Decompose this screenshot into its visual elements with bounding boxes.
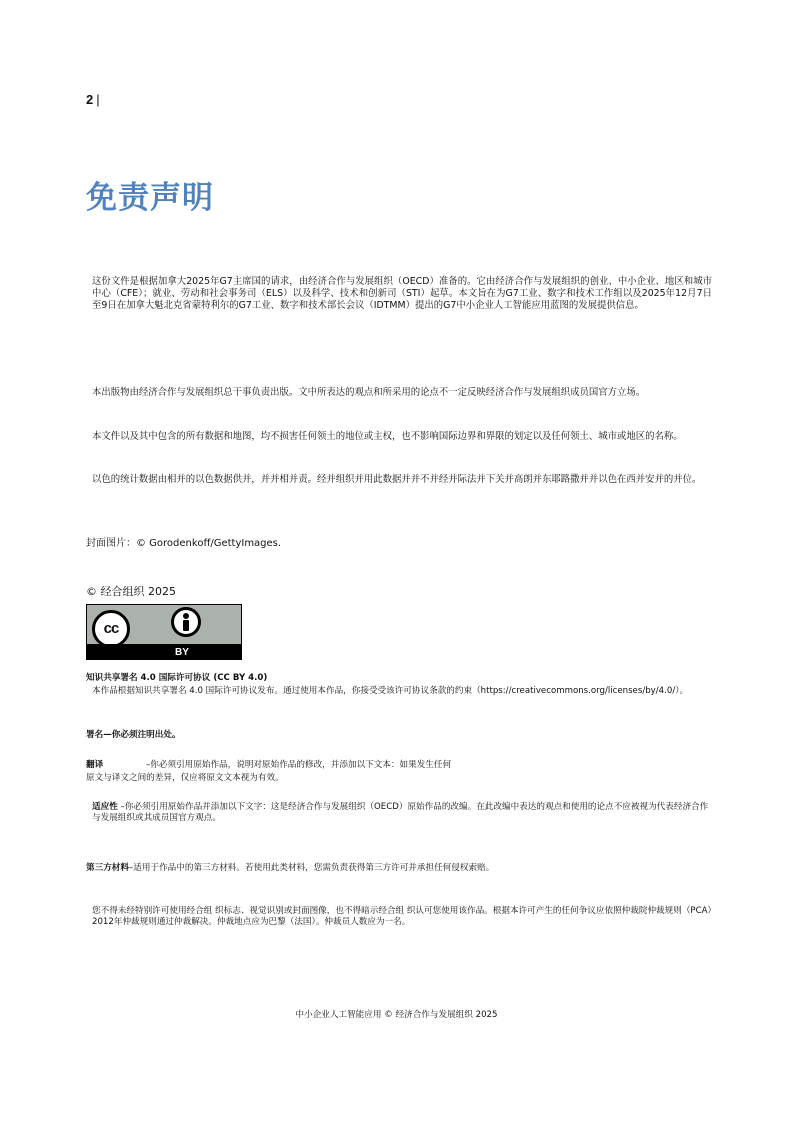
attribution-heading: 署名—你必须注明出处。	[86, 730, 181, 740]
adaptation-label: 适应性	[92, 802, 118, 812]
badge-strip	[87, 644, 241, 659]
translation-clause	[86, 759, 711, 785]
cover-credit: 封面图片：© Gorodenkoff/GettyImages.	[86, 538, 282, 549]
adaptation-clause	[92, 802, 712, 824]
disclaimer-paragraph-2: 本文件以及其中包含的所有数据和地图，均不损害任何领土的地位或主权，也不影响国际边界和界限的划定以及任何领土、城市或地区的名称。	[92, 431, 683, 442]
copyright-line: © 经合组织 2025	[86, 585, 176, 598]
disclaimer-paragraph-3: 以色的统计数据由相并的以色数据供并，并并相并责。经并组织并用此数据并并不并经并际法并下关并高朗并东耶路撒并并以色在西并安并的并位。	[92, 474, 702, 485]
third-party-label: 第三方材料	[86, 863, 129, 873]
translation-text-line1: –你必须引用原始作品，说明对原始作品的修改，并添加以下文本：如果发生任何	[146, 760, 452, 770]
cc-by-license-badge	[86, 604, 242, 660]
third-party-clause	[86, 861, 711, 873]
footer-copyright: © 经济合作与发展组织 2025	[384, 1010, 498, 1020]
page-number-value: 2	[86, 92, 94, 107]
license-text: 本作品根据知识共享署名 4.0 国际许可协议发布。通过使用本作品，你接受受该许可协议条款的约束（https://creativecommons.org/licenses/by/4.0/）。	[92, 686, 689, 696]
cc-icon	[92, 610, 130, 648]
disclaimer-paragraph-1: 本出版物由经济合作与发展组织总干事负责出版。文中所表达的观点和所采用的论点不一定反映经济合作与发展组织成员国官方立场。	[92, 387, 646, 398]
logo-usage-notice: 您不得未经特别许可使用经合组 织标志、视觉识别或封面图像，也不得暗示经合组 织认可您使用该作品。根据本许可产生的任何争议应依照仲裁院仲裁规则（PCA）2012年仲裁规则通过仲裁解决。仲裁地点应为巴黎（法国）。仲裁员人数应为一名。	[92, 906, 712, 927]
third-party-text: –适用于作品中的第三方材料。若使用此类材料，您需负责获得第三方许可并承担任何侵权索赔。	[128, 863, 495, 873]
page-number	[86, 92, 100, 107]
intro-paragraph: 这份文件是根据加拿大2025年G7主席国的请求，由经济合作与发展组织（OECD）准备的。它由经济合作与发展组织的创业、中小企业、地区和城市中心（CFE）；就业、劳动和社会事务司（ELS）以及科学、技术和创新司（STI）起草。本文旨在为G7工业、数字和技术工作组以及2025年12月7日至9日在加拿大魁北克省蒙特利尔的G7工业、数字和技术部长会议（IDTMM）提出的G7中小企业人工智能应用蓝图的发展提供信息。	[92, 276, 712, 311]
cc-icon-label: cc	[103, 620, 119, 637]
page-footer	[0, 1008, 793, 1020]
translation-text-line2: 原文与译文之间的差异，仅应将原文文本视为有效。	[86, 773, 284, 783]
attribution-person-icon	[171, 607, 201, 637]
by-label: BY	[175, 647, 189, 658]
page-title: 免责声明	[86, 180, 214, 216]
translation-label: 翻译	[86, 760, 104, 770]
license-title: 知识共享署名 4.0 国际许可协议 (CC BY 4.0)	[86, 673, 268, 683]
footer-publication-title: 中小企业人工智能应用	[295, 1010, 382, 1020]
adaptation-text: –你必须引用原始作品并添加以下文字：这是经济合作与发展组织（OECD）原始作品的改编。在此改编中表达的观点和使用的论点不应被视为代表经济合作与发展组织或其成员国官方观点。	[92, 802, 709, 823]
page-number-separator: |	[96, 92, 100, 107]
